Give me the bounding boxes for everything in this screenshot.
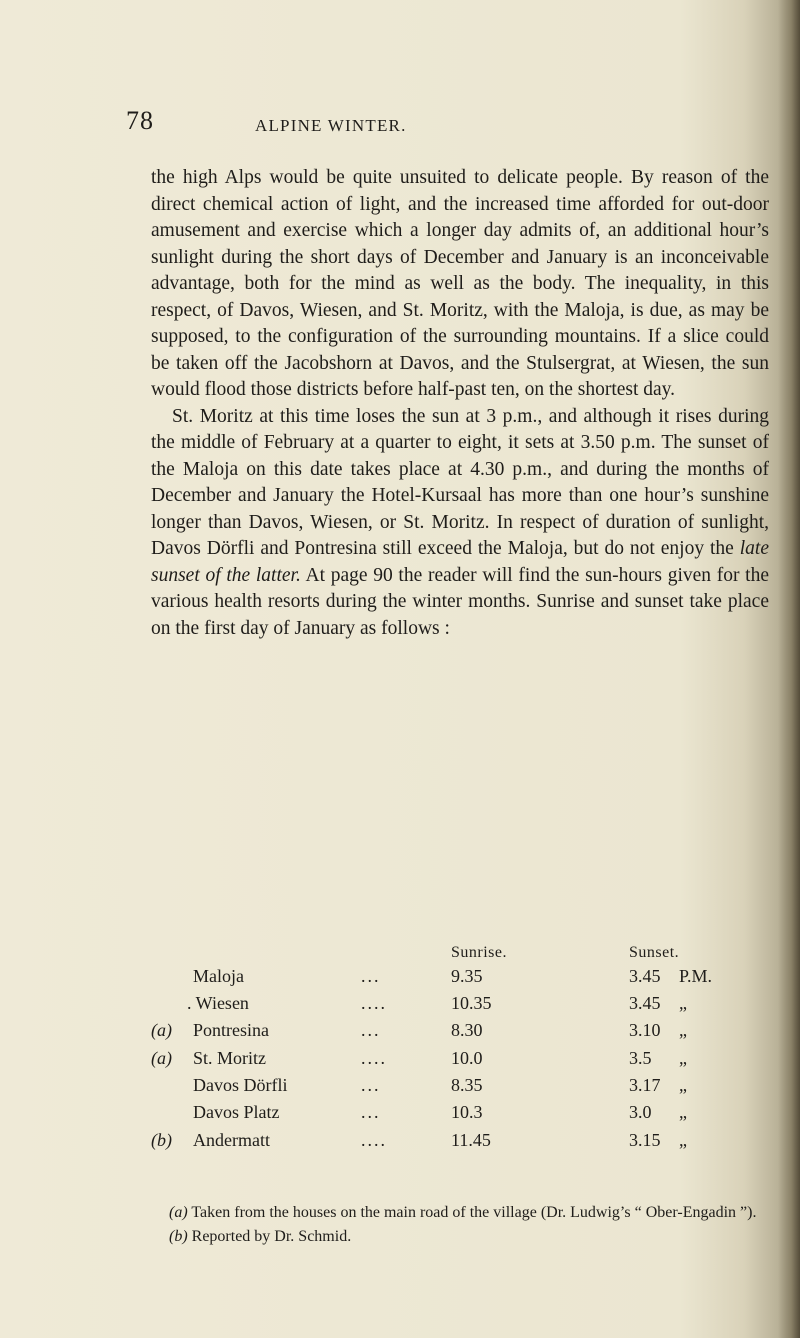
- table-row: [151, 1130, 771, 1156]
- row-place: Pontresina: [193, 1020, 269, 1040]
- paragraph: the high Alps would be quite unsuited to delicate people. By reason of the direct chemical action of light, and the increased time afforded for out-door amusement and exercise which a longer day admits of, an additional hour’s sunlight during the short days of December and January is an inconceivable advantage, both for the mind as well as the body. The inequality, in this respect, of Davos, Wiesen, and St. Moritz, with the Maloja, is due, as may be supposed, to the configuration of the surrounding mountains. If a slice could be taken off the Jacobshorn at Davos, and the Stulsergrat, at Wiesen, the sun would flood those districts before half-past ten, on the shortest day.: [151, 167, 769, 400]
- row-note: (a): [151, 1048, 172, 1068]
- footnote-text: Reported by Dr. Schmid.: [191, 1228, 352, 1245]
- footnote-text: Taken from the houses on the main road of the village (Dr. Ludwig’s “ Ober-Engadin ”).: [191, 1204, 757, 1221]
- row-unit: „: [679, 1075, 687, 1095]
- italic-phrase: late sunset of the latter.: [151, 538, 769, 586]
- row-sunrise: 10.35: [451, 993, 492, 1013]
- row-place: Davos Platz: [193, 1102, 280, 1122]
- paragraph: [151, 404, 769, 643]
- row-leader-dots: ...: [361, 1075, 381, 1095]
- table-row: [151, 993, 771, 1019]
- row-unit: „: [679, 1020, 687, 1040]
- page-edge-shadow: [778, 0, 800, 1338]
- column-header-sunset: Sunset.: [629, 944, 680, 961]
- table-row: [151, 1075, 771, 1101]
- row-sunset: 3.45: [629, 966, 661, 986]
- row-sunset: 3.15: [629, 1130, 661, 1150]
- row-place: Maloja: [193, 966, 244, 986]
- row-sunset: 3.10: [629, 1020, 661, 1040]
- table-row: [151, 1048, 771, 1074]
- row-unit: P.M.: [679, 966, 713, 986]
- row-unit: „: [679, 1048, 687, 1068]
- row-place: Andermatt: [193, 1130, 270, 1150]
- row-unit: „: [679, 1130, 687, 1150]
- footnote-mark: (a): [169, 1204, 188, 1221]
- paragraph-text: At page 90 the reader will find the sun-hours given for the various health resorts during the winter months. Sunrise and sunset take place on the first day of January as follows :: [151, 564, 770, 639]
- footnote-b: [151, 1225, 767, 1249]
- row-note: (a): [151, 1020, 172, 1040]
- running-head: ALPINE WINTER.: [255, 116, 407, 135]
- page-number: 78: [126, 106, 154, 135]
- row-sunrise: 10.0: [451, 1048, 483, 1068]
- row-place: . Wiesen: [187, 993, 249, 1013]
- row-place: Davos Dörfli: [193, 1075, 288, 1095]
- row-sunrise: 9.35: [451, 966, 483, 986]
- row-sunrise: 8.30: [451, 1020, 483, 1040]
- row-sunrise: 10.3: [451, 1102, 483, 1122]
- body-text: [151, 165, 769, 642]
- footnote-a: [151, 1201, 767, 1225]
- row-sunset: 3.17: [629, 1075, 661, 1095]
- row-sunrise: 11.45: [451, 1130, 491, 1150]
- page-header: [0, 106, 800, 136]
- footnotes: [151, 1201, 767, 1249]
- row-sunset: 3.0: [629, 1102, 652, 1122]
- row-sunset: 3.45: [629, 993, 661, 1013]
- row-place: St. Moritz: [193, 1048, 267, 1068]
- row-leader-dots: ....: [361, 1130, 387, 1150]
- table-row: [151, 966, 771, 992]
- row-leader-dots: ....: [361, 1048, 387, 1068]
- row-unit: „: [679, 993, 687, 1013]
- row-leader-dots: ....: [361, 993, 387, 1013]
- table-row: [151, 1102, 771, 1128]
- row-note: (b): [151, 1130, 172, 1150]
- table-row: [151, 1020, 771, 1046]
- row-sunrise: 8.35: [451, 1075, 483, 1095]
- row-sunset: 3.5: [629, 1048, 652, 1068]
- paragraph-text: St. Moritz at this time loses the sun at 3 p.m., and although it rises during the middle of February at a quarter to eight, it sets at 3.50 p.m. The sunset of the Maloja on this date takes place at 4.30 p.m., and during the months of December and January the Hotel-Kursaal has more than one hour’s sunshine longer than Davos, Wiesen, or St. Moritz. In respect of duration of sunlight, Davos Dörfli and Pontresina still exceed the Maloja, but do not enjoy the: [151, 405, 769, 559]
- row-leader-dots: ...: [361, 1020, 381, 1040]
- footnote-mark: (b): [169, 1228, 188, 1245]
- row-leader-dots: ...: [361, 966, 381, 986]
- row-unit: „: [679, 1102, 687, 1122]
- row-leader-dots: ...: [361, 1102, 381, 1122]
- column-header-sunrise: Sunrise.: [451, 944, 507, 961]
